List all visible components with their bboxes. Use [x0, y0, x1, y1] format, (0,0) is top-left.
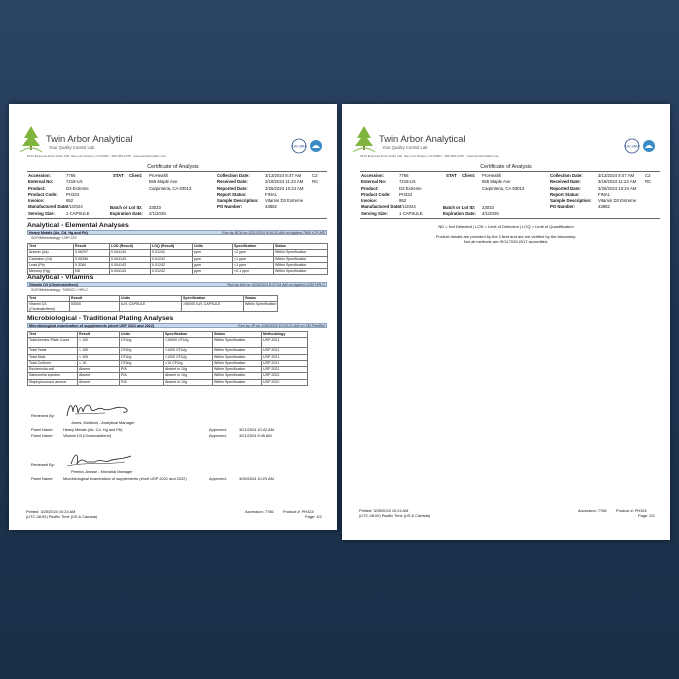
footer-product-2: Product #: PH324 — [616, 508, 647, 513]
elemental-method: SOP/Methodology: USP 233 — [31, 236, 77, 240]
meta-stat: STAT — [446, 173, 457, 178]
coa-page-2 — [342, 104, 670, 540]
meta-values-col2: 23033 2/1/2026 — [149, 204, 166, 216]
table-row: Lead (Pb) 0.3284 0.004143 0.01242 ppm <1 ppm Within Specification — [28, 262, 328, 268]
footer-accession-2: Accession: 7766 — [578, 508, 607, 513]
col-header: LOD (Result) — [110, 244, 151, 250]
document-title: Certificate of Analysis — [147, 164, 199, 170]
panel-name-label-2a: Panel Name: — [31, 476, 54, 481]
elemental-section-title: Analytical - Elemental Analyses — [27, 222, 129, 229]
approved-date-2a: 3/25/2024 10:23 AM — [239, 476, 274, 481]
col-header: Test — [28, 332, 78, 338]
vitamins-section-title: Analytical - Vitamins — [27, 274, 94, 281]
col-header: Units — [120, 332, 164, 338]
document-title: Certificate of Analysis — [480, 164, 532, 170]
micro-section-title: Microbiological - Traditional Plating Analyses — [27, 315, 174, 322]
col-header: Test — [28, 296, 70, 302]
table-row: Total Yeast < 100 CFU/g <1000 CFU/g Within Specification USP 2021 — [28, 348, 308, 354]
meta-stat: STAT — [113, 173, 124, 178]
meta-codes: C2 RC — [645, 173, 652, 185]
meta-values-col3: 3/13/2024 8:47 AM 3/18/2024 11:23 AM 3/25/2024 10:24 AM FINAL Vitamin D3 Extreme 43882 — [598, 173, 637, 210]
micro-table — [27, 331, 308, 386]
elemental-panel-bar — [27, 230, 327, 235]
meta-labels-col2: Batch or Lot ID: Expiration Date: — [110, 204, 143, 216]
table-row: Total Coliform < 10 CFU/g <10 CFU/g Within Specification USP 2021 — [28, 360, 308, 366]
meta-client-label: Client: — [462, 173, 476, 178]
tree-logo-icon — [18, 124, 44, 154]
meta-labels-col3: Collection Date: Received Date: Reported Date: Report Status: Sample Description: PO Number: — [217, 173, 259, 210]
col-header: Units — [193, 244, 233, 250]
elemental-panel-label: Heavy Metals (As, Cd, Hg and Pb) — [29, 231, 88, 235]
accreditation-label: ILAC-MRA — [624, 144, 640, 149]
vitamins-panel-label: Vitamin D3 (Cholecalciferol) — [29, 283, 78, 287]
coa-page-1 — [9, 104, 337, 530]
meta-labels-col1: Accession: External No: Product: Product Code: Invoice: Manufactured Date: Serving Size: — [361, 173, 402, 216]
header-divider — [27, 171, 327, 172]
lab-name: Twin Arbor Analytical — [379, 133, 466, 144]
approved-date-1b: 3/21/2024 9:45 AM — [239, 433, 272, 438]
col-header: LOQ (Result) — [151, 244, 193, 250]
vitamins-run-info: Run by AM on 3/20/2024 8:17:04 AM on Agilent 1260 HPLC — [227, 283, 325, 287]
disclaimer-line-2: Not all methods are ISO17025:2017 accredited. — [463, 239, 549, 244]
lab-tagline: Your Quality Control Lab — [49, 145, 95, 150]
table-row: Mercury (Hg) ND 0.004143 0.01242 ppm <0.1 ppm Within Specification — [28, 269, 328, 275]
reviewed-by-label-1: Reviewed By: — [31, 413, 55, 418]
header-divider — [360, 171, 660, 172]
table-row: Escherichia coli Absent P/A Absent in 10g Within Specification USP 2022 — [28, 367, 308, 373]
footer-page-1: Page: 1/2 — [305, 514, 322, 519]
footer-timezone-2: (UTC-08:00) Pacific Time (US & Canada) — [359, 513, 431, 518]
panel-name-1b: Vitamin D3 (Cholecalciferol) — [63, 433, 112, 438]
meta-labels-col1: Accession: External No: Product: Product Code: Invoice: Manufactured Date: Serving Size: — [28, 173, 69, 216]
col-header: Result — [78, 332, 120, 338]
table-row: Vitamin D3 (Cholecalciferol) 53000 IU/1 CAPSULE >50000 IU/1 CAPSULE Within Specification — [29, 302, 277, 311]
footer-product-1: Product #: PH324 — [283, 509, 314, 514]
elemental-table — [27, 243, 328, 275]
col-header: Methodology — [262, 332, 308, 338]
lab-address: 5474 Empresa Drive Suite 140, San Luis Obispo, CA 93401 · 805-369-2725 · www.twinarborlabs.com — [27, 154, 167, 158]
col-header: Result — [74, 244, 110, 250]
table-row: Arsenic (As) 0.06297 0.004143 0.01242 ppm <2 ppm Within Specification — [28, 250, 328, 256]
meta-codes: C2 RC — [312, 173, 319, 185]
meta-client: ProHealth 555 Maple Ave Carpinteria, CA 93013 — [482, 173, 525, 191]
footer-timezone-1: (UTC-08:00) Pacific Time (US & Canada) — [26, 514, 98, 519]
footer-printed-1: Printed: 3/25/2024 10:24 AM — [26, 509, 76, 514]
table-row: Staphylococcus aureus Absent P/A Absent in 10g Within Specification USP 2022 — [28, 379, 308, 385]
lab-tagline: Your Quality Control Lab — [382, 145, 428, 150]
micro-run-info: Run by JP on 3/18/2024 10:19:21 AM on 3M Petrifilm — [238, 324, 325, 328]
meta-values-col3: 3/13/2024 8:47 AM 3/18/2024 11:23 AM 3/25/2024 10:24 AM FINAL Vitamin D3 Extreme 43882 — [265, 173, 304, 210]
signature-manager-1 — [63, 400, 133, 420]
abbreviation-legend: ND = Not Detected | LOD = Limit of Detection | LOQ = Limit of Quantification — [438, 224, 574, 229]
table-row: Total Aerobic Plate Count < 100 CFU/g <10000 CFU/g Within Specification USP 2021 — [28, 338, 308, 348]
meta-values-col1: 7766 7218-LN D3 Extreme PH324 952 2/1/2024 1 CAPSULE — [399, 173, 423, 216]
footer-accession-1: Accession: 7766 — [245, 509, 274, 514]
table-row: Salmonella species Absent P/A Absent in 10g Within Specification USP 2022 — [28, 373, 308, 379]
meta-values-col2: 23033 2/1/2026 — [482, 204, 499, 216]
col-header: Status — [244, 296, 278, 302]
accreditation-logo-icon — [291, 138, 325, 154]
reviewed-by-label-2: Reviewed By: — [31, 462, 55, 467]
accreditation-logo-icon — [624, 138, 658, 154]
reviewer-name-1: Jones, Molliann - Analytical Manager — [71, 420, 135, 425]
col-header: Result — [70, 296, 120, 302]
footer-printed-2: Printed: 3/25/2024 10:24 AM — [359, 508, 409, 513]
lab-address: 5474 Empresa Drive Suite 140, San Luis Obispo, CA 93401 · 805-369-2725 · www.twinarborlabs.com — [360, 154, 500, 158]
panel-name-label-1a: Panel Name: — [31, 427, 54, 432]
signature-manager-2 — [65, 450, 137, 470]
table-row: Cadmium (Cd) 0.05396 0.004143 0.01242 ppm <1 ppm Within Specification — [28, 256, 328, 262]
col-header: Test — [28, 244, 74, 250]
elemental-run-info: Run by BCA on 3/21/2024 9:26:32 AM on Agilent 7900 ICP-MS — [222, 231, 325, 235]
tree-logo-icon — [351, 124, 377, 154]
panel-name-label-1b: Panel Name: — [31, 433, 54, 438]
col-header: Specification — [164, 332, 213, 338]
lab-name: Twin Arbor Analytical — [46, 133, 133, 144]
reviewer-name-2: Pereira, Anisse - Microbial Manager — [71, 469, 133, 474]
col-header: Specification — [182, 296, 244, 302]
col-header: Specification — [233, 244, 274, 250]
approved-label-2a: Approved: — [209, 476, 227, 481]
panel-name-1a: Heavy Metals (As, Cd, Hg and Pb) — [63, 427, 123, 432]
col-header: Status — [213, 332, 262, 338]
vitamins-method: SOP/Methodology: TM0022 / HPLC — [31, 288, 88, 292]
micro-panel-bar — [27, 323, 327, 328]
meta-client: ProHealth 555 Maple Ave Carpinteria, CA 93013 — [149, 173, 192, 191]
meta-divider — [360, 218, 660, 219]
disclaimer-line-1: Product details are provided by the Client and are not verified by the laboratory. — [435, 234, 577, 239]
meta-labels-col3: Collection Date: Received Date: Reported Date: Report Status: Sample Description: PO Number: — [550, 173, 592, 210]
approved-date-1a: 3/21/2024 10:42 AM — [239, 427, 274, 432]
panel-name-2a: Microbiological examination of supplements (short USP 2021 and 2022) — [63, 476, 187, 481]
footer-page-2: Page: 2/2 — [638, 513, 655, 518]
meta-divider — [27, 218, 327, 219]
meta-values-col1: 7766 7218-LN D3 Extreme PH324 952 2/1/2024 1 CAPSULE — [66, 173, 90, 216]
table-row: Total Mold < 100 CFU/g <1000 CFU/g Within Specification USP 2021 — [28, 354, 308, 360]
approved-label-1b: Approved: — [209, 433, 227, 438]
meta-client-label: Client: — [129, 173, 143, 178]
micro-panel-label: Microbiological examination of supplements (short USP 2021 and 2022) — [29, 324, 155, 328]
col-header: Status — [274, 244, 328, 250]
accreditation-label: ILAC-MRA — [291, 144, 307, 149]
vitamins-panel-bar — [27, 282, 327, 287]
col-header: Units — [120, 296, 182, 302]
approved-label-1a: Approved: — [209, 427, 227, 432]
meta-labels-col2: Batch or Lot ID: Expiration Date: — [443, 204, 476, 216]
vitamins-table — [27, 295, 278, 312]
